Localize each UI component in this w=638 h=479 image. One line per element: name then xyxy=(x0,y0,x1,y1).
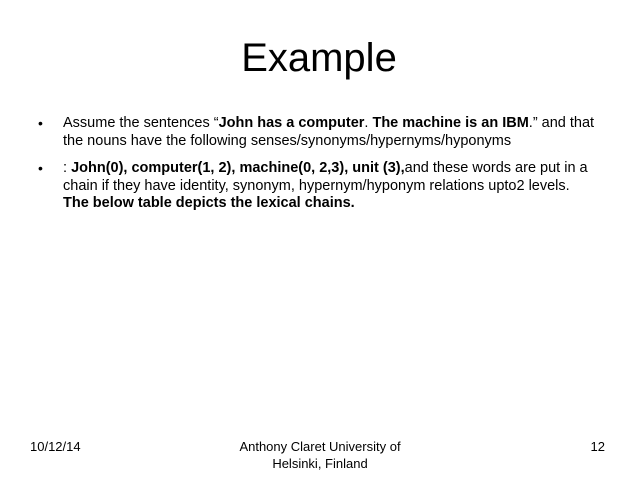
bullet-2-bold-1: John(0), computer(1, 2), machine(0, 2,3), unit (3), xyxy=(71,160,405,176)
footer-institution xyxy=(210,438,430,472)
page-number: 12 xyxy=(590,439,605,454)
bullet-1-text-3: .” and that the nouns have the following senses/synonyms/hypernyms/hyponyms xyxy=(63,115,595,149)
bullet-item-2 xyxy=(38,160,598,213)
bullet-2-bold-2: The below table depicts the lexical chains. xyxy=(63,195,355,211)
bullet-list xyxy=(38,115,598,223)
bullet-icon: • xyxy=(38,115,43,131)
footer-date: 10/12/14 xyxy=(30,439,81,454)
bullet-icon: • xyxy=(38,160,43,176)
footer-institution-line-1: Anthony Claret University of xyxy=(239,439,401,454)
bullet-2-text-2: and these words are put in a chain if they have identity, synonym, hypernym/hyponym relations upto2 levels. xyxy=(63,160,588,194)
bullet-1-bold-2: The machine is an IBM xyxy=(372,115,529,131)
bullet-item-1 xyxy=(38,115,598,150)
bullet-2-text-1: : xyxy=(63,160,72,176)
footer-institution-line-2: Helsinki, Finland xyxy=(272,456,368,471)
slide-title: Example xyxy=(241,36,397,80)
bullet-1-text-1: Assume the sentences “ xyxy=(63,115,219,131)
bullet-1-bold-1: John has a computer xyxy=(218,115,365,131)
bullet-1-text-2: . xyxy=(364,115,373,131)
